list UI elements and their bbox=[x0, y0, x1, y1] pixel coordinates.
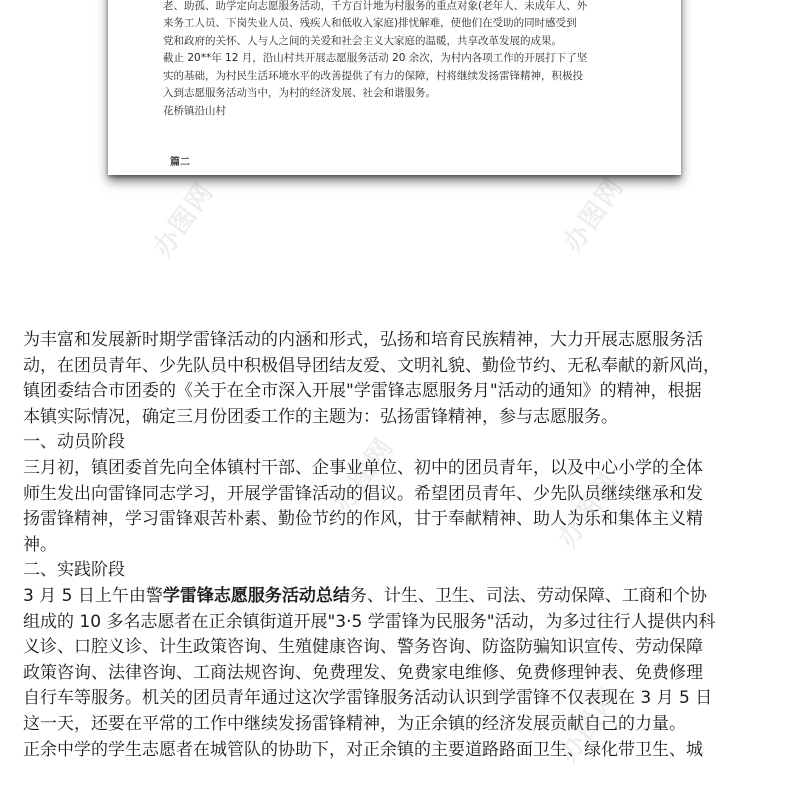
article-body bbox=[23, 328, 783, 763]
section-label: 篇二 bbox=[170, 157, 190, 168]
watermark: 办图网 bbox=[327, 431, 401, 518]
article-line: 神。 bbox=[23, 534, 57, 555]
highlighted-title: 学雷锋志愿服务活动总结 bbox=[162, 585, 350, 606]
section-heading-practice: 二、实践阶段 bbox=[23, 560, 125, 581]
line-suffix: 务、计生、卫生、司法、劳动保障、工商和个协 bbox=[349, 585, 707, 606]
embedded-line: 党和政府的关怀、人与人之间的关爱和社会主义大家庭的温暖，共享改革发展的成果。 bbox=[163, 34, 562, 47]
embedded-line: 来务工人员、下岗失业人员、残疾人和低收入家庭)排忧解难，使他们在受助的同时感受到 bbox=[163, 17, 577, 29]
watermark: 办图网 bbox=[552, 681, 626, 768]
embedded-line: 截止 20**年 12 月，沿山村共开展志愿服务活动 20 余次，为村内各项工作的开展打下了坚 bbox=[163, 52, 588, 64]
watermark: 办图网 bbox=[557, 171, 631, 258]
article-line-highlight bbox=[23, 584, 783, 610]
embedded-line: 入到志愿服务活动当中，为村的经济发展、社会和谐服务。 bbox=[163, 87, 436, 99]
embedded-page-preview bbox=[108, 0, 681, 175]
article-line: 扬雷锋精神，学习雷锋艰苦朴素、勤俭节约的作风，甘于奉献精神、助人为乐和集体主义精 bbox=[23, 509, 703, 530]
article-line: 镇团委结合市团委的《关于在全市深入开展"学雷锋志愿服务月"活动的通知》的精神，根据 bbox=[23, 381, 702, 402]
watermark: 办图网 bbox=[552, 466, 626, 553]
embedded-line: 实的基础，为村民生活环境水平的改善提供了有力的保障，村将继续发扬雷锋精神，积极投 bbox=[163, 69, 583, 82]
article-line: 政策咨询、法律咨询、工商法规咨询、免费理发、免费家电维修、免费修理钟表、免费修理 bbox=[23, 662, 703, 683]
article-line: 义诊、口腔义诊、计生政策咨询、生殖健康咨询、警务咨询、防盗防骗知识宣传、劳动保障 bbox=[23, 637, 703, 658]
article-line: 组成的 10 多名志愿者在正余镇街道开展"3·5 学雷锋为民服务"活动，为多过往行人提供内科 bbox=[23, 611, 716, 632]
line-prefix: 3 月 5 日上午由警 bbox=[23, 585, 163, 606]
article-line: 三月初，镇团委首先向全体镇村干部、企事业单位、初中的团员青年，以及中心小学的全体 bbox=[23, 457, 703, 478]
watermark: 办图网 bbox=[147, 176, 221, 263]
embedded-signature: 花桥镇沿山村 bbox=[163, 104, 226, 117]
article-line: 动，在团员青年、少先队员中积极倡导团结友爱、文明礼貌、勤俭节约、无私奉献的新风尚， bbox=[23, 355, 720, 376]
embedded-page-body bbox=[163, 0, 633, 120]
embedded-line: 老、助孤、助学定向志愿服务活动，千方百计地为村服务的重点对象(老年人、未成年人、外 bbox=[163, 0, 588, 12]
article-line: 师生发出向雷锋同志学习，开展学雷锋活动的倡议。希望团员青年、少先队员继续继承和发 bbox=[23, 483, 703, 504]
article-line: 自行车等服务。机关的团员青年通过这次学雷锋服务活动认识到学雷锋不仅表现在 3 月 5 日 bbox=[23, 688, 713, 709]
section-heading-mobilization: 一、动员阶段 bbox=[23, 432, 125, 453]
article-line: 正余中学的学生志愿者在城管队的协助下，对正余镇的主要道路路面卫生、绿化带卫生、城 bbox=[23, 739, 703, 760]
article-line: 为丰富和发展新时期学雷锋活动的内涵和形式，弘扬和培育民族精神，大力开展志愿服务活 bbox=[23, 330, 703, 350]
article-line: 本镇实际情况，确定三月份团委工作的主题为：弘扬雷锋精神，参与志愿服务。 bbox=[23, 406, 618, 427]
article-line: 这一天，还要在平常的工作中继续发扬雷锋精神，为正余镇的经济发展贡献自己的力量。 bbox=[23, 713, 686, 734]
